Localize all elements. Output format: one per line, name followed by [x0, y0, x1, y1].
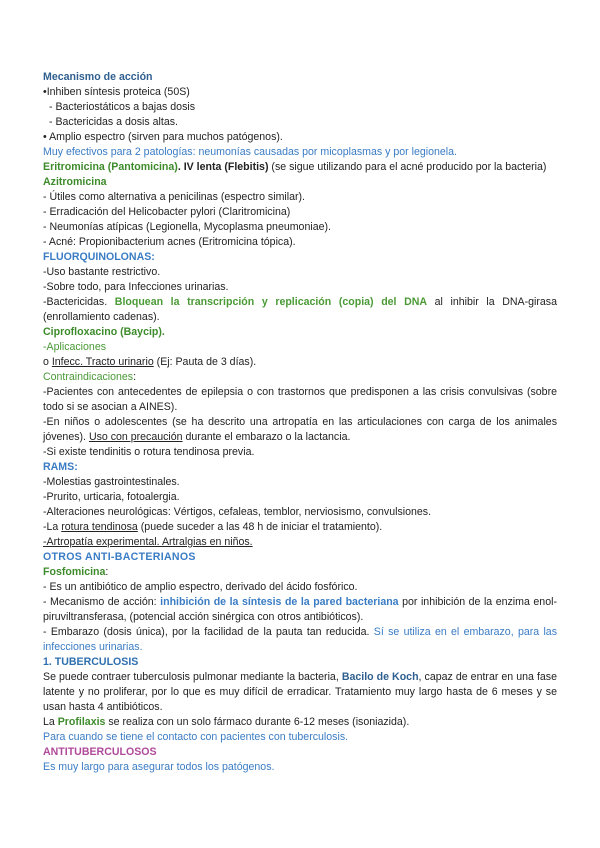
tb-p1-text: Se puede contraer tuberculosis pulmonar mediante la bacteria,: [43, 671, 342, 683]
section-heading-antituberculosos: ANTITUBERCULOSOS: [43, 746, 157, 758]
bullet-amplio-espectro: • Amplio espectro (sirven para muchos patógenos).: [43, 131, 283, 143]
rams-rotura-rest: (puede suceder a las 48 h de iniciar el tratamiento).: [137, 521, 383, 533]
fluoro-bactericidas-label: -Bactericidas.: [43, 296, 108, 308]
section-heading-otros: OTROS ANTI-BACTERIANOS: [43, 551, 196, 563]
cipro-ninos-rest: durante el embarazo o la lactancia.: [182, 431, 351, 443]
section-heading-ciprofloxacino: Ciprofloxacino (Baycip).: [43, 326, 165, 338]
eritromicina-rest: (se sigue utilizando para el acné producido por la bacteria): [268, 161, 547, 173]
tb-profilaxis-prefix: La: [43, 716, 58, 728]
rams-rotura-prefix: -La: [43, 521, 62, 533]
list-item: - Neumonías atípicas (Legionella, Mycoplasma pneumoniae).: [43, 221, 331, 233]
fosfomicina-item: [43, 595, 557, 625]
rams-item: -Molestias gastrointestinales.: [43, 476, 180, 488]
tb-p1-rest: , capaz de entrar en una fase latente y no proliferar, por lo que es muy difícil de erradicar. Tratamiento muy largo hasta de 6 meses y se usan hasta 4 antibióticos.: [43, 671, 557, 713]
cipro-ninos-precaucion: Uso con precaución: [88, 431, 183, 443]
cipro-contra-colon: :: [133, 371, 137, 383]
bullet-bactericidas: - Bactericidas a dosis altas.: [49, 116, 178, 128]
fosfo-mecanismo-rest: por inhibición de la enzima enol-piruviltransferasa, (potencial acción sinérgica con otros antibióticos).: [43, 596, 557, 623]
rams-item: -Artropatía experimental. Artralgias en niños.: [43, 536, 253, 548]
note-efectivos: Muy efectivos para 2 patologías: neumonías causadas por micoplasmas y por legionela.: [43, 146, 457, 158]
rams-item: -Prurito, urticaria, fotoalergia.: [43, 491, 180, 503]
tb-profilaxis-rest: se realiza con un solo fármaco durante 6-12 meses (isoniazida).: [105, 716, 410, 728]
bullet-bacteriostaticos: - Bacteriostáticos a bajas dosis: [49, 101, 196, 113]
list-item: - Erradicación del Helicobacter pylori (Claritromicina): [43, 206, 291, 218]
fosfomicina-item: [43, 625, 557, 655]
cipro-aplic-bullet: o: [43, 356, 52, 368]
cipro-aplicacion-item: [43, 355, 557, 370]
fosfo-mecanismo-highlight: inhibición de la síntesis de la pared bacteriana: [160, 596, 399, 608]
tb-bacilo-koch: Bacilo de Koch: [341, 671, 419, 683]
list-item: - Acné: Propionibacterium acnes (Eritromicina tópica).: [43, 236, 296, 248]
list-item: - Útiles como alternativa a penicilinas (espectro similar).: [43, 191, 305, 203]
fosfomicina-item: - Es un antibiótico de amplio espectro, derivado del ácido fosfórico.: [43, 581, 358, 593]
bullet-inhiben: •Inhiben síntesis proteica (50S): [43, 86, 190, 98]
section-heading-fluorquinolonas: FLUORQUINOLONAS:: [43, 251, 155, 263]
cipro-contra-tendinitis: -Si existe tendinitis o rotura tendinosa previa.: [43, 446, 255, 458]
fluoro-bactericidas: [43, 295, 557, 325]
fosfomicina-colon: :: [105, 566, 109, 578]
cipro-aplic-rest: (Ej: Pauta de 3 días).: [153, 356, 257, 368]
cipro-contra-epilepsia: -Pacientes con antecedentes de epilepsia o con trastornos que predisponen a las crisis convulsivas (sobre todo si se asocian a AINES).: [43, 386, 557, 413]
rams-item: -Alteraciones neurológicas: Vértigos, cefaleas, temblor, nerviosismo, convulsiones.: [43, 506, 432, 518]
cipro-contra-ninos: [43, 415, 557, 445]
tb-profilaxis: [43, 715, 557, 730]
cipro-contra-heading: [43, 370, 557, 385]
rams-item: [43, 520, 557, 535]
cipro-ninos-text: -En niños o adolescentes (se ha descrito una artropatía en las articulaciones con carga de los animales jóvenes).: [43, 416, 557, 443]
tb-paragraph: [43, 670, 557, 715]
cipro-contra-label: Contraindicaciones: [43, 371, 134, 383]
rams-rotura-underlined: rotura tendinosa: [61, 521, 138, 533]
tb-contacto-note: Para cuando se tiene el contacto con pacientes con tuberculosis.: [43, 731, 349, 743]
cipro-aplicaciones-label: -Aplicaciones: [43, 341, 107, 353]
fluoro-infecciones: -Sobre todo, para Infecciones urinarias.: [43, 281, 229, 293]
fosfomicina-heading: [43, 565, 557, 580]
eritromicina-iv: IV lenta (Flebitis): [183, 161, 269, 173]
tb-profilaxis-label: Profilaxis: [57, 716, 106, 728]
eritromicina-dot: .: [177, 161, 181, 173]
fosfomicina-label: Fosfomicina: [43, 566, 106, 578]
fluoro-uso: -Uso bastante restrictivo.: [43, 266, 161, 278]
section-heading-rams: RAMS:: [43, 461, 78, 473]
fosfo-embarazo-highlight: Sí se utiliza en el embarazo, para las infecciones urinarias.: [43, 626, 557, 653]
fosfo-embarazo-text: - Embarazo (dosis única), por la facilidad de la pauta tan reducida.: [43, 626, 374, 638]
section-heading-mecanismo: Mecanismo de acción: [43, 71, 153, 83]
cipro-aplic-underlined: Infecc. Tracto urinario: [51, 356, 154, 368]
eritromicina-name: Eritromicina (Pantomicina): [43, 161, 178, 173]
section-heading-tuberculosis: 1. TUBERCULOSIS: [43, 656, 139, 668]
section-heading-azitromicina: Azitromicina: [43, 176, 107, 188]
antitb-note: Es muy largo para asegurar todos los patógenos.: [43, 761, 275, 773]
fluoro-girasa: al inhibir la DNA-girasa (enrollamiento cadenas).: [43, 296, 557, 323]
paragraph-eritromicina: [43, 160, 557, 175]
fosfo-mecanismo-label: - Mecanismo de acción:: [43, 596, 161, 608]
fluoro-bloquean: Bloquean la transcripción y replicación (copia) del DNA: [114, 296, 428, 308]
